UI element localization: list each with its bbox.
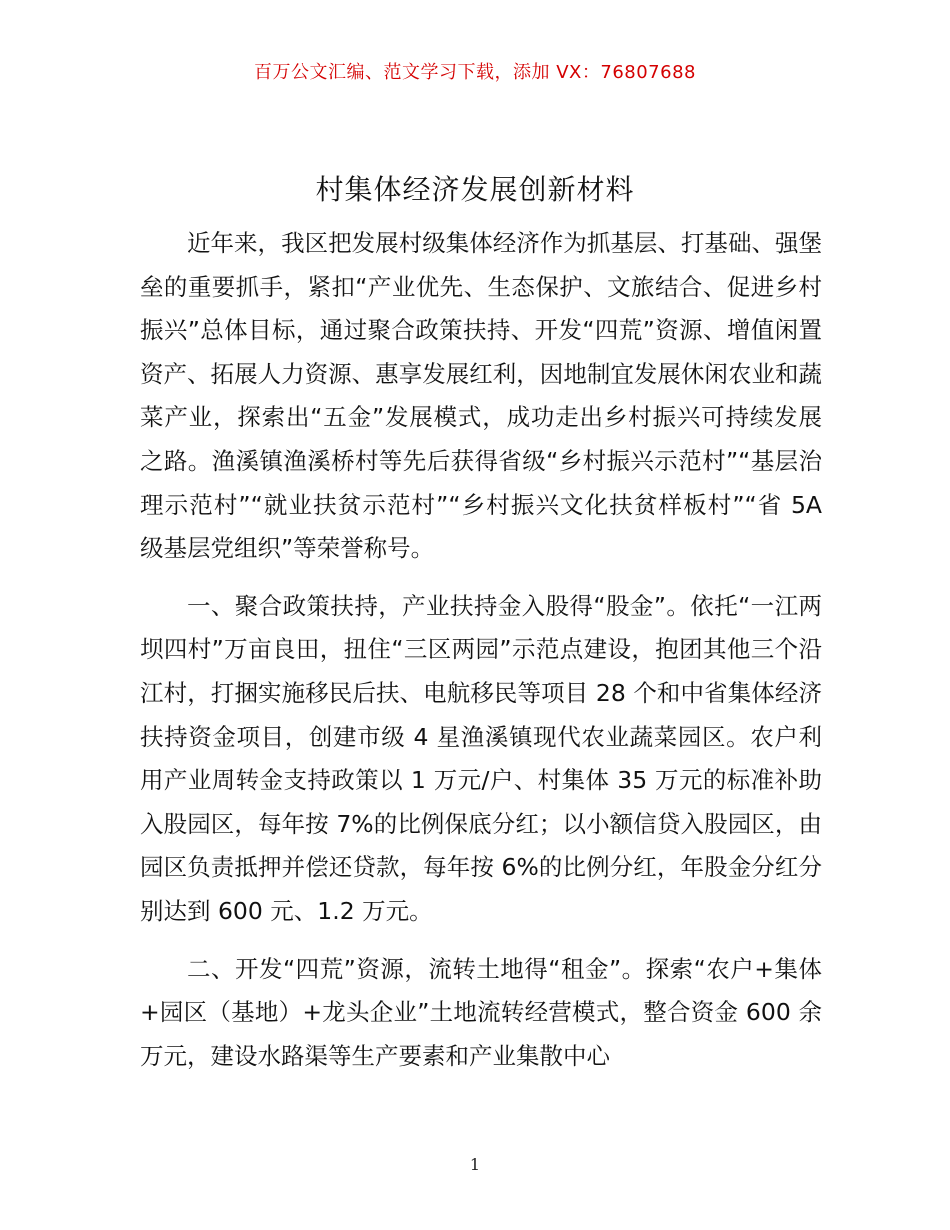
document-body xyxy=(140,222,822,1078)
document-title: 村集体经济发展创新材料 xyxy=(315,173,635,206)
header-banner: 百万公文汇编、范文学习下载，添加 VX：76807688 xyxy=(254,62,696,83)
paragraph-intro: 近年来，我区把发展村级集体经济作为抓基层、打基础、强堡垒的重要抓手，紧扣“产业优先、生态保护、文旅结合、促进乡村振兴”总体目标，通过聚合政策扶持、开发“四荒”资源、增值闲置资产、拓展人力资源、惠享发展红利，因地制宜发展休闲农业和蔬菜产业，探索出“五金”发展模式，成功走出乡村振兴可持续发展之路。渔溪镇渔溪桥村等先后获得省级“乡村振兴示范村”“基层治理示范村”“就业扶贫示范村”“乡村振兴文化扶贫样板村”“省 5A 级基层党组织”等荣誉称号。 xyxy=(140,229,822,563)
paragraph-section-2: 二、开发“四荒”资源，流转土地得“租金”。探索“农户+集体+园区（基地）+龙头企业”土地流转经营模式，整合资金 600 余万元，建设水路渠等生产要素和产业集散中心 xyxy=(140,954,822,1070)
paragraph-section-1: 一、聚合政策扶持，产业扶持金入股得“股金”。依托“一江两坝四村”万亩良田，扭住“三区两园”示范点建设，抱团其他三个沿江村，打捆实施移民后扶、电航移民等项目 28 个和中省集体经济扶持资金项目，创建市级 4 星渔溪镇现代农业蔬菜园区。农户利用产业周转金支持政策以 1 万元/户、村集体 35 万元的标准补助入股园区，每年按 7%的比例保底分红；以小额信贷入股园区，由园区负责抵押并偿还贷款，每年按 6%的比例分红，年股金分红分别达到 600 元、1.2 万元。 xyxy=(140,591,822,925)
page-number: 1 xyxy=(469,1155,481,1174)
